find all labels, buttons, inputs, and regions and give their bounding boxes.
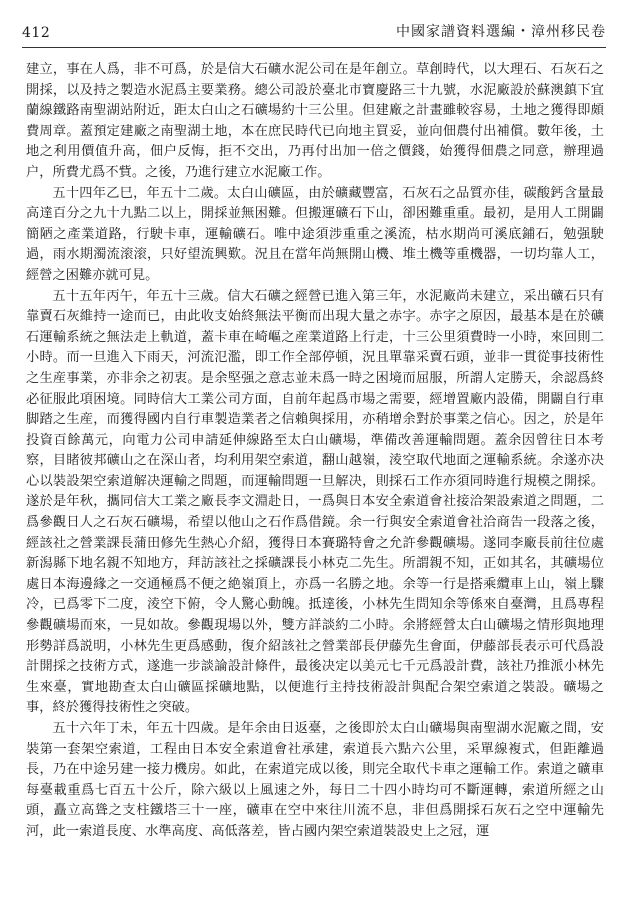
page-header — [22, 14, 606, 48]
page-number: 412 — [22, 25, 51, 41]
paragraph: 建立，事在人爲，非不可爲，於是信大石礦水泥公司在是年創立。草創時代，以大理石、石灰石之開採，以及持之製造水泥爲主要業務。總公司設於臺北市寶慶路三十九號，水泥廠設於蘇澳鎮下宜蘭線鐵路南聖湖站附近，距太白山之石礦場約十三公里。但建廠之計畫雖較容易，土地之獲得即頗費周章。蓋預定建廠之南聖湖土地，本在庶民時代已向地主買妥，並向佃農付出補償。數年後，土地之利用價值升高，佃户反悔，拒不交出，乃再付出加一倍之價錢，始獲得佃農之同意，辦理過户，所費尤爲不貲。之後，乃進行建立水泥廠工作。 — [26, 62, 604, 180]
body-text — [26, 60, 604, 891]
paragraph: 五十四年乙巳，年五十二歲。太白山礦區，由於礦藏豐富，石灰石之品質亦佳，碳酸鈣含量最高達百分之九十九點二以上，開採並無困難。但搬運礦石下山，卻困難重重。最初，是用人工開闢簡陋之產業道路，行駛卡車，運輸礦石。唯中途須涉重重之溪流，枯水期尚可溪底鋪石，勉强駛過，雨水期濁流滚滚，只好望流興歎。況且在當年尚無開山機、堆土機等重機器，一切均靠人工，經營之困難亦就可見。 — [26, 185, 604, 283]
paragraph: 五十六年丁未，年五十四歲。是年余由日返臺，之後即於太白山礦場與南聖湖水泥廠之間，安裝第一套架空索道，工程由日本安全索道會社承建，索道長六點六公里，采單線複式，但距離過長，乃在中途另建一接力機房。如此，在索道完成以後，則完全取代卡車之運輸工作。索道之礦車每臺載重爲七百五十公斤，除六級以上風速之外，每日二十四小時均可不斷運轉，索道所經之山頭，矗立高聳之支柱鐵塔三十一座，礦車在空中來往川流不息，非但爲開採石灰石之空中運輸先河，此一索道長度、水準高度、高低落差，皆占國内架空索道裝設史上之冠，運 — [26, 721, 604, 839]
running-title: 中國家譜資料選編・漳州移民卷 — [396, 24, 606, 40]
paragraph: 五十五年丙午，年五十三歲。信大石礦之經營已進入第三年，水泥廠尚未建立，采出礦石只有靠賣石灰維持一途而已，由此收支始終無法平衡而出現大量之赤字。赤字之原因，最基本是在於礦石運輸系統之無法走上軌道，蓋卡車在崎嶇之産業道路上行走，十三公里須費時一小時，來回則二小時。而一旦進入下雨天，河流氾濫，即工作全部停頓，況且單靠采賣石頭，並非一貫從事技術性之生産事業，亦非余之初衷。是余堅强之意志並未爲一時之困境而屈服，所謂人定勝天，余認爲終必征服此項困境。同時信大工業公司方面，自前年起爲市場之需要，經增置廠内設備，開闢自行車脚踏之生産，而獲得國内自行車製造業者之信賴與採用，亦稍增余對於事業之信心。因之，於是年投資百餘萬元，向電力公司申請延伸線路至太白山礦場，準備改善運輸問題。蓋余因曾往日本考察，目睹彼邦礦山之在深山者，均利用架空索道，翻山越嶺，淩空取代地面之運輸系統。余遂亦决心以裝設架空索道解决運輸之問題，而運輸問題一旦解决，則採石工作亦須同時進行規模之開採。遂於是年秋，攜同信大工業之廠長李文淵赴日，一爲與日本安全索道會社接洽架設索道之問題，二爲參觀日人之石灰石礦場，希望以他山之石作爲借鏡。余一行與安全索道會社洽商告一段落之後，經該社之營業課長蒲田修先生熱心介紹，獲得日本賽璐特會之允許參觀礦場。遂同李廠長前往位處新潟縣下地名親不知地方，拜訪該社之採礦課長小林克二先生。所謂親不知，正如其名，其礦場位處日本海邊緣之一交通極爲不便之絶嶺頂上，亦爲一名勝之地。余等一行是搭乘纜車上山，嶺上驟冷，已爲零下二度，淩空下俯，令人驚心動魄。抵達後，小林先生問知余等係來自臺灣，且爲專程參觀礦場而來，一見如故。參觀現場以外，雙方詳談約二小時。余將經營太白山礦場之情形與地理形勢詳爲説明，小林先生更爲感動，復介紹該社之營業部長伊藤先生會面，伊藤部長表示可代爲設計開採之技術方式，遂進一步談論設計條件，最後决定以美元七千元爲設計費，該社乃推派小林先生來臺，實地勘查太白山礦區採礦地點，以便進行主持技術設計與配合架空索道之裝設。礦場之事，終於獲得技術性之突破。 — [26, 288, 604, 716]
